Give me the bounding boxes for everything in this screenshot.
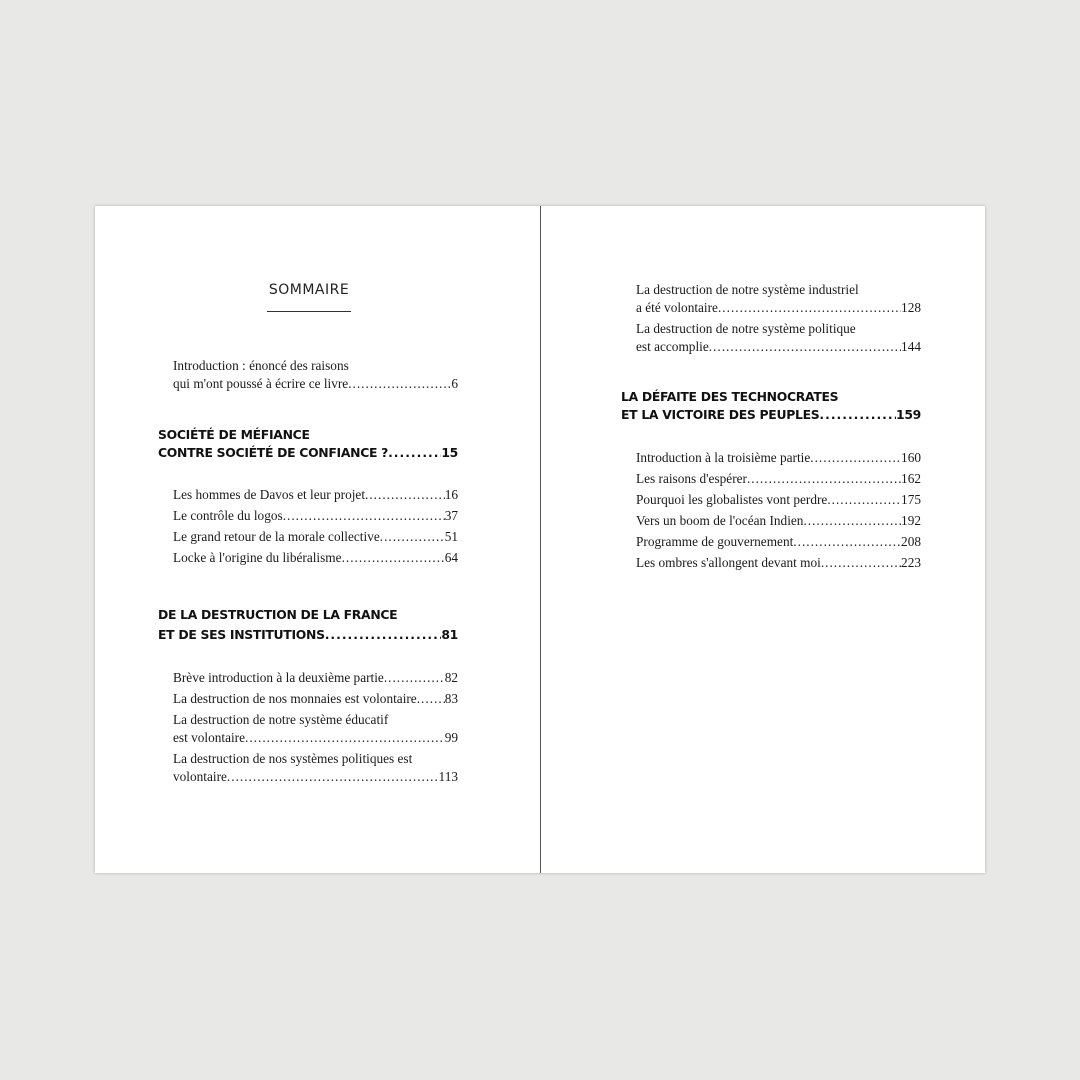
section1-entries — [173, 486, 458, 570]
entry-last-line — [173, 549, 458, 567]
toc-entry — [636, 554, 921, 572]
title-underline — [267, 311, 351, 312]
page-number: 15 — [441, 445, 458, 460]
section3-entries — [636, 449, 921, 575]
entry-last-line — [636, 449, 921, 467]
entry-line: La destruction de notre système politique — [636, 321, 856, 336]
entry-last-line — [636, 299, 921, 317]
page-number: 223 — [901, 555, 921, 570]
entry-line: SOCIÉTÉ DE MÉFIANCE — [158, 427, 310, 442]
entry-text: a été volontaire — [636, 300, 718, 315]
toc-entry — [636, 470, 921, 488]
toc-entry — [173, 690, 458, 708]
section-heading-3 — [621, 388, 921, 424]
entry-line: La destruction de nos systèmes politiques est — [173, 751, 413, 766]
entry-line: La destruction de notre système industriel — [636, 282, 859, 297]
entry-last-line — [173, 507, 458, 525]
page-number: 83 — [444, 691, 458, 706]
page-number: 162 — [901, 471, 921, 486]
entry-last-line — [158, 444, 458, 462]
toc-entry — [173, 711, 458, 747]
entry-last-line — [158, 625, 458, 645]
dot-leader — [245, 729, 445, 747]
page-number: 64 — [444, 550, 458, 565]
entry-text: Programme de gouvernement — [636, 534, 794, 549]
dot-leader — [348, 375, 451, 393]
entry-text: Les raisons d'espérer — [636, 471, 747, 486]
entry-last-line — [636, 533, 921, 551]
entry-last-line — [636, 512, 921, 530]
toc-entry — [173, 669, 458, 687]
dot-leader — [718, 299, 901, 317]
entry-last-line — [173, 375, 458, 393]
dot-leader — [827, 491, 901, 509]
dot-leader — [325, 625, 442, 645]
entry-text: Le contrôle du logos — [173, 508, 283, 523]
toc-entry — [173, 507, 458, 525]
section-title — [621, 388, 921, 424]
page-number: 208 — [901, 534, 921, 549]
toc-entry — [636, 533, 921, 551]
page-number: 144 — [901, 339, 921, 354]
page-number: 159 — [896, 407, 921, 422]
entry-last-line — [636, 470, 921, 488]
entry-last-line — [173, 690, 458, 708]
page-number: 81 — [441, 627, 458, 642]
entry-line: Introduction : énoncé des raisons — [173, 358, 349, 373]
entry-last-line — [173, 669, 458, 687]
intro-entry — [173, 357, 458, 396]
entry-last-line — [173, 729, 458, 747]
entry-last-line — [173, 768, 458, 786]
page-number: 99 — [444, 730, 458, 745]
entry-text: est volontaire — [173, 730, 246, 745]
dot-leader — [365, 486, 445, 504]
dot-leader — [747, 470, 901, 488]
dot-leader — [227, 768, 439, 786]
entry-text: ET DE SES INSTITUTIONS — [158, 627, 325, 642]
entry-last-line — [173, 528, 458, 546]
page-number: 6 — [451, 376, 458, 391]
entry-line: La destruction de notre système éducatif — [173, 712, 389, 727]
toc-entry — [636, 512, 921, 530]
toc-entry — [173, 357, 458, 393]
entry-last-line — [636, 554, 921, 572]
book-spine — [540, 206, 541, 873]
dot-leader — [380, 528, 445, 546]
page-number: 51 — [444, 529, 458, 544]
entry-last-line — [173, 486, 458, 504]
entry-text: Vers un boom de l'océan Indien — [636, 513, 804, 528]
section-heading-2 — [158, 605, 458, 645]
toc-entry — [173, 750, 458, 786]
entry-text: Les hommes de Davos et leur projet — [173, 487, 366, 502]
entry-text: volontaire — [173, 769, 227, 784]
section2-entries-continued — [636, 281, 921, 359]
page-number: 192 — [901, 513, 921, 528]
entry-text: Brève introduction à la deuxième partie — [173, 670, 384, 685]
page-number: 82 — [444, 670, 458, 685]
dot-leader — [709, 338, 901, 356]
entry-text: est accomplie — [636, 339, 709, 354]
toc-entry — [173, 486, 458, 504]
entry-last-line — [636, 338, 921, 356]
page-number: 175 — [901, 492, 921, 507]
entry-text: Pourquoi les globalistes vont perdre — [636, 492, 828, 507]
page-number: 16 — [444, 487, 458, 502]
dot-leader — [342, 549, 445, 567]
toc-entry — [636, 449, 921, 467]
dot-leader — [388, 444, 441, 462]
entry-last-line — [621, 406, 921, 424]
entry-text: Le grand retour de la morale collective — [173, 529, 380, 544]
entry-text: ET LA VICTOIRE DES PEUPLES — [621, 407, 820, 422]
dot-leader — [821, 554, 901, 572]
toc-entry — [636, 281, 921, 317]
toc-entry — [173, 549, 458, 567]
toc-entry — [636, 320, 921, 356]
section-heading-1 — [158, 426, 458, 462]
section-title — [158, 426, 458, 462]
dot-leader — [810, 449, 901, 467]
page-number: 113 — [438, 769, 458, 784]
page-number: 160 — [901, 450, 921, 465]
toc-entry — [636, 491, 921, 509]
entry-text: qui m'ont poussé à écrire ce livre — [173, 376, 349, 391]
page-number: 128 — [901, 300, 921, 315]
entry-text: La destruction de nos monnaies est volontaire — [173, 691, 417, 706]
dot-leader — [819, 406, 896, 424]
dot-leader — [384, 669, 445, 687]
dot-leader — [793, 533, 901, 551]
section2-entries — [173, 669, 458, 789]
entry-text: Introduction à la troisième partie — [636, 450, 811, 465]
section-title — [158, 605, 458, 645]
entry-last-line — [636, 491, 921, 509]
entry-line: DE LA DESTRUCTION DE LA FRANCE — [158, 607, 398, 622]
toc-title: SOMMAIRE — [268, 282, 350, 298]
page-number: 37 — [444, 508, 458, 523]
entry-line: LA DÉFAITE DES TECHNOCRATES — [621, 389, 839, 404]
entry-text: Les ombres s'allongent devant moi — [636, 555, 821, 570]
dot-leader — [283, 507, 445, 525]
entry-text: Locke à l'origine du libéralisme — [173, 550, 342, 565]
dot-leader — [803, 512, 901, 530]
entry-text: CONTRE SOCIÉTÉ DE CONFIANCE ? — [158, 445, 389, 460]
dot-leader — [417, 690, 445, 708]
toc-entry — [173, 528, 458, 546]
